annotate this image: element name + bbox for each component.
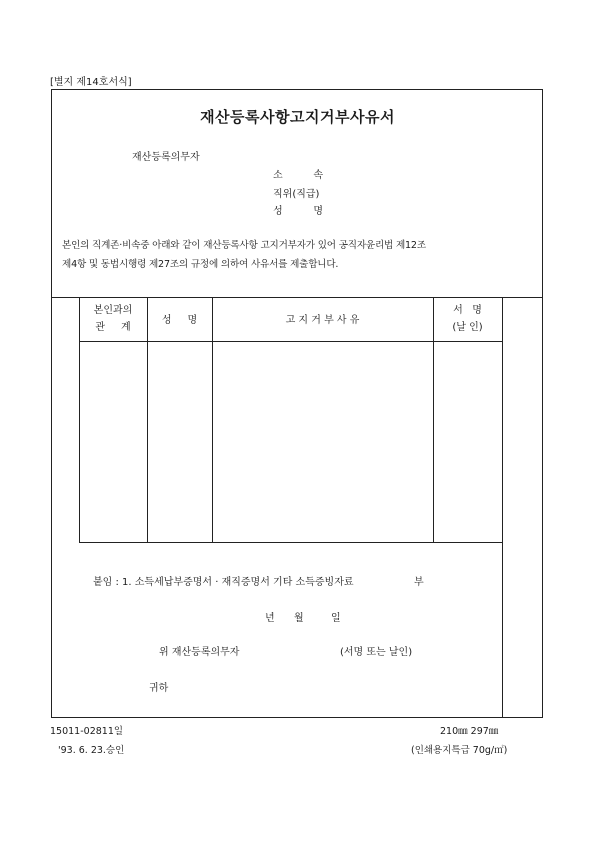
date-year: 년	[265, 613, 275, 624]
table-header-name: 성 명	[161, 315, 198, 326]
statement-line-2: 제4항 및 동법시행령 제27조의 규정에 의하여 사유서를 제출합니다.	[62, 259, 339, 270]
statement-line-1: 본인의 직계존·비속중 아래와 같이 재산등록사항 고지거부자가 있어 공직자윤리법 제12조	[62, 240, 426, 251]
section-divider	[51, 297, 543, 298]
attachment-line: 붙임 : 1. 소득세납부증명서 · 재직증명서 기타 소득증빙자료	[93, 577, 354, 588]
table-bottom-border	[79, 542, 502, 543]
table-header-relation: 본인과의 관 계	[93, 305, 133, 333]
affiliation-label: 소 속	[273, 170, 323, 181]
table-header-divider	[79, 341, 502, 342]
date-day: 일	[331, 613, 341, 624]
table-header-signature: 서 명 (날 인)	[452, 305, 483, 333]
paper-size: 210㎜ 297㎜	[440, 726, 499, 737]
form-label: [별지 제14호서식]	[50, 77, 132, 88]
attachment-unit: 부	[414, 577, 424, 588]
paper-spec: (인쇄용지특급 70g/㎡)	[411, 745, 508, 756]
table-header-reason: 고 지 거 부 사 유	[285, 315, 360, 326]
obligor-label: 재산등록의무자	[132, 152, 200, 163]
date-month: 월	[294, 613, 304, 624]
approval-date: '93. 6. 23.승인	[58, 745, 125, 756]
signature-note: (서명 또는 날인)	[340, 647, 413, 658]
column-divider-2	[212, 297, 213, 542]
name-label: 성 명	[273, 206, 323, 217]
position-label: 직위(직급)	[273, 189, 320, 200]
column-divider-1	[147, 297, 148, 542]
addressee: 귀하	[149, 683, 169, 694]
statement-text	[62, 236, 536, 274]
table-right-border	[502, 297, 503, 718]
document-title: 재산등록사항고지거부사유서	[200, 108, 395, 126]
signature-label: 위 재산등록의무자	[159, 647, 240, 658]
form-number: 15011-02811일	[50, 726, 124, 737]
